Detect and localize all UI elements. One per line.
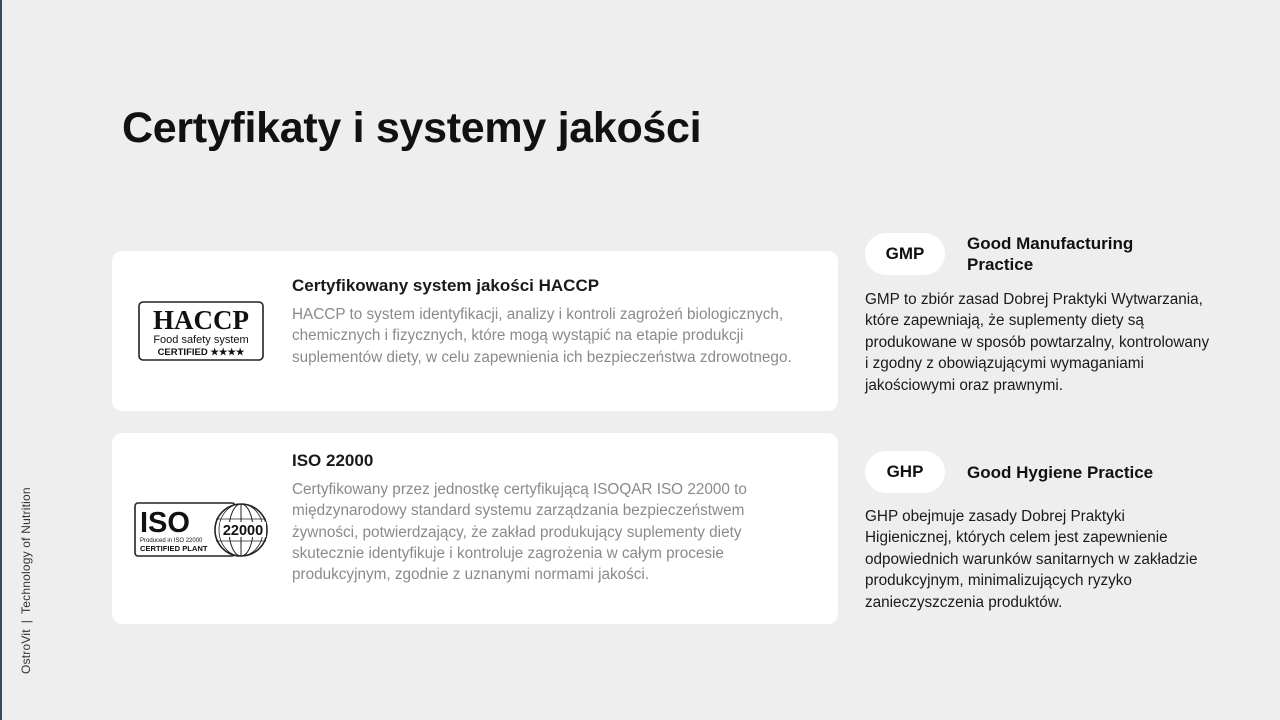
brand-tagline: Technology of Nutrition [19,487,33,614]
ghp-header [865,451,1187,493]
brand-name: OstroVit [19,629,33,674]
brand-separator: | [19,619,33,624]
iso-logo-cert: CERTIFIED PLANT [140,544,208,553]
iso-card-title: ISO 22000 [292,451,374,470]
haccp-logo [138,301,264,361]
ghp-description: GHP obejmuje zasady Dobrej Praktyki Higienicznej, których celem jest zapewnienie odpowiednich warunków sanitarnych w zakładzie produkcyjnym, minimalizujących ryzyko zanieczyszczenia produktów. [865,508,1198,611]
iso-logo-sub: Produced in ISO 22000 [140,538,203,544]
iso-card [112,433,838,624]
iso-logo-number: 22000 [222,523,264,539]
iso-22000-logo [134,501,270,559]
ghp-badge: GHP [865,451,945,493]
haccp-card-description: HACCP to system identyfikacji, analizy i kontroli zagrożeń biologicznych, chemicznych i fizycznych, które mogą wystąpić na etapie produkcji suplementów diety, w celu zapewnienia ich bezpieczeństwa zdrowotnego. [292,306,792,366]
gmp-description: GMP to zbiór zasad Dobrej Praktyki Wytwarzania, które zapewniają, że suplementy diety są produkowane w sposób powtarzalny, kontrolowany i zgodny z obowiązującymi wymaganiami jakościowymi oraz prawnymi. [865,291,1210,394]
haccp-card-text [292,276,808,368]
haccp-logo-cert: CERTIFIED ★★★★ [157,347,245,358]
left-edge-rule [0,0,2,720]
haccp-card-title: Certyfikowany system jakości HACCP [292,276,600,295]
page-title: Certyfikaty i systemy jakości [122,104,702,152]
iso-card-description: Certyfikowany przez jednostkę certyfikującą ISOQAR ISO 22000 to międzynarodowy standard systemu zarządzania bezpieczeństwem żywności, potwierdzający, że zakład produkujący suplementy diety skutecznie identyfikuje i kontroluje zagrożenia w całym procesie produkcyjnym, zgodnie z uznanymi normami jakości. [292,481,747,584]
ghp-title: Good Hygiene Practice [967,462,1154,482]
haccp-logo-sub: Food safety system [153,334,249,346]
haccp-logo-main: HACCP [153,305,249,335]
gmp-header [865,233,1187,275]
gmp-badge: GMP [865,233,945,275]
gmp-title: Good Manufacturing Practice [967,234,1134,274]
haccp-card [112,251,838,411]
vertical-brand-label [19,487,33,674]
iso-logo-main: ISO [140,507,190,539]
iso-card-text [292,451,808,585]
